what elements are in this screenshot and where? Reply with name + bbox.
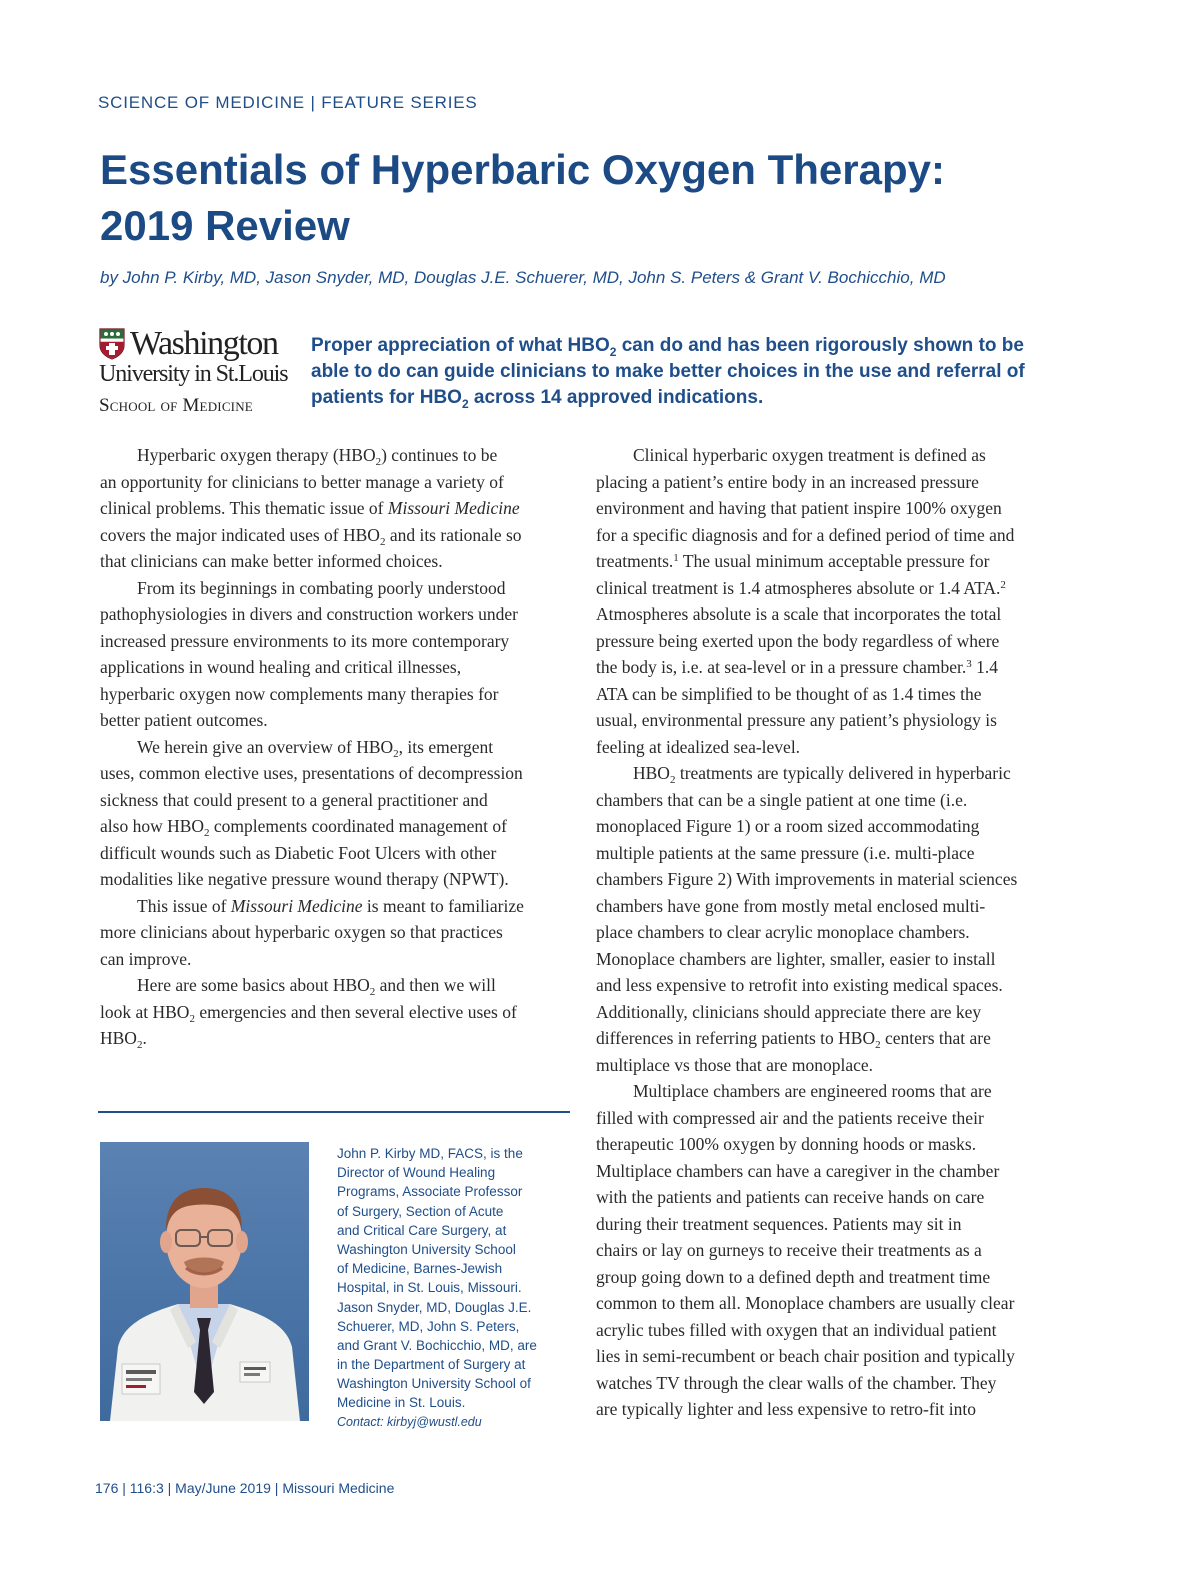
text-line: better patient outcomes.	[100, 710, 268, 730]
text-line: Here are some basics about $HBO_2$ and then we will	[137, 975, 496, 998]
citation-3: 3	[966, 658, 972, 670]
journal-name: Missouri Medicine	[387, 498, 520, 518]
text-line: From its beginnings in combating poorly understood	[137, 577, 506, 598]
logo-wordmark-washington: Washington	[130, 325, 278, 362]
text-line: placing a patient’s entire body in an increased pressure	[596, 471, 979, 492]
text-line: that clinicians can make better informed choices.	[100, 551, 443, 571]
text-line: Monoplace chambers are lighter, smaller, easier to install	[596, 948, 996, 969]
logo-wordmark-school: School of Medicine	[99, 395, 253, 416]
text-line: Multiplace chambers are engineered rooms that are	[633, 1081, 992, 1101]
bio-line: Programs, Associate Professor	[337, 1184, 523, 1200]
pull-quote	[311, 333, 1051, 411]
pull-quote-line: Proper appreciation of what $HBO_2$ can do and has been rigorously shown to be	[311, 335, 1024, 359]
washu-school-of-medicine-logo	[99, 324, 289, 424]
text-line: monoplaced Figure 1) or a room sized accommodating	[596, 816, 980, 836]
journal-name: Missouri Medicine	[230, 895, 363, 916]
shield-icon	[99, 328, 125, 360]
text-line: can improve.	[100, 948, 192, 969]
logo-wordmark-university: University in St.Louis	[99, 361, 288, 387]
body-left-column	[100, 442, 524, 1052]
text-line: usual, environmental pressure any patient’s physiology is	[596, 710, 997, 730]
text-line: are typically lighter and less expensive to retro-fit into	[596, 1399, 977, 1419]
bio-line: of Surgery, Section of Acute	[337, 1203, 504, 1219]
bio-line: and Grant V. Bochicchio, MD, are	[337, 1337, 537, 1353]
text-line: applications in wound healing and critical illnesses,	[100, 657, 462, 677]
bio-line: John P. Kirby MD, FACS, is the	[337, 1146, 523, 1161]
text-line: chairs or lay on gurneys to receive their treatments as a	[596, 1240, 982, 1260]
text-line: hyperbaric oxygen now complements many therapies for	[100, 683, 499, 704]
text-line: difficult wounds such as Diabetic Foot Ulcers with other	[100, 842, 497, 863]
text-line: more clinicians about hyperbaric oxygen so that practices	[100, 922, 503, 942]
text-line: common to them all. Monoplace chambers are usually clear	[596, 1293, 1015, 1313]
text-line: This issue of Missouri Medicine is meant to familiarize	[137, 895, 524, 916]
text-line: feeling at idealized sea-level.	[596, 736, 801, 757]
text-line: ATA can be simplified to be thought of as 1.4 times the	[596, 683, 982, 704]
text-line: Multiplace chambers can have a caregiver in the chamber	[596, 1160, 1000, 1181]
bio-line: Schuerer, MD, John S. Peters,	[337, 1318, 520, 1334]
text-line: sickness that could present to a general practitioner and	[100, 789, 488, 810]
text-line: covers the major indicated uses of $HBO_2$ and its rationale so	[100, 524, 522, 548]
text-line: clinical treatment is 1.4 atmospheres absolute or 1.4 ATA.$^2$	[596, 577, 1006, 598]
bio-line: of Medicine, Barnes-Jewish	[337, 1261, 503, 1277]
bio-line: Medicine in St. Louis.	[337, 1395, 466, 1411]
author-photo	[100, 1142, 309, 1421]
bio-line: in the Department of Surgery at	[337, 1357, 526, 1373]
text-line: uses, common elective uses, presentations of decompression	[100, 763, 523, 783]
bio-divider	[98, 1111, 570, 1113]
text-line: and less expensive to retrofit into existing medical spaces.	[596, 975, 1003, 995]
text-line: chambers that can be a single patient at one time (i.e.	[596, 789, 968, 810]
text-line: also how $HBO_2$ complements coordinated management of	[100, 816, 507, 839]
text-line: chambers Figure 2) With improvements in material sciences	[596, 869, 1018, 889]
title-line-1: Essentials of Hyperbaric Oxygen Therapy:	[100, 146, 945, 193]
text-line: We herein give an overview of $HBO_2$, its emergent	[137, 736, 494, 760]
text-line: Additionally, clinicians should appreciate there are key	[596, 1001, 982, 1022]
text-line: group going down to a defined depth and treatment time	[596, 1266, 991, 1287]
text-line: increased pressure environments to its more contemporary	[100, 630, 510, 651]
text-line: Atmospheres absolute is a scale that incorporates the total	[596, 604, 1002, 624]
text-line: filled with compressed air and the patients receive their	[596, 1107, 984, 1128]
text-line: $HBO_2$.	[100, 1028, 147, 1051]
citation-2: 2	[1000, 578, 1006, 591]
body-right-column	[596, 442, 1017, 1423]
text-line: with the patients and patients can receive hands on care	[596, 1187, 985, 1207]
pull-quote-line: able to do can guide clinicians to make better choices in the use and referral of	[311, 361, 1025, 382]
contact-email[interactable]: Contact: kirbyj@wustl.edu	[337, 1414, 482, 1429]
pull-quote-line: patients for $HBO_2$ across 14 approved indications.	[311, 387, 764, 411]
bio-line: Hospital, in St. Louis, Missouri.	[337, 1280, 522, 1296]
author-byline: by John P. Kirby, MD, Jason Snyder, MD, Douglas J.E. Schuerer, MD, John S. Peters & Grant V. Bochicchio, MD	[100, 268, 946, 287]
text-line: acrylic tubes filled with oxygen that an individual patient	[596, 1319, 997, 1340]
text-line: therapeutic 100% oxygen by donning hoods or masks.	[596, 1134, 977, 1154]
text-line: chambers have gone from mostly metal enclosed multi-	[596, 895, 986, 916]
text-line: environment and having that patient inspire 100% oxygen	[596, 498, 1002, 518]
text-line: for a specific diagnosis and for a defined period of time and	[596, 524, 1015, 545]
text-line: modalities like negative pressure wound therapy (NPWT).	[100, 869, 509, 889]
text-line: during their treatment sequences. Patients may sit in	[596, 1213, 962, 1234]
text-line: pathophysiologies in divers and construction workers under	[100, 604, 518, 624]
section-kicker: SCIENCE OF MEDICINE | FEATURE SERIES	[98, 93, 478, 112]
text-line: place chambers to clear acrylic monoplace chambers.	[596, 922, 970, 942]
text-line: Clinical hyperbaric oxygen treatment is defined as	[633, 445, 986, 465]
text-line: lies in semi-recumbent or beach chair position and typically	[596, 1346, 1015, 1366]
author-portrait-icon	[100, 1142, 309, 1421]
text-line: treatments.$^1$ The usual minimum acceptable pressure for	[596, 551, 990, 571]
bio-line: Director of Wound Healing	[337, 1165, 496, 1181]
bio-line: Jason Snyder, MD, Douglas J.E.	[337, 1299, 532, 1315]
text-line: $HBO_2$ treatments are typically delivered in hyperbaric	[633, 763, 1011, 786]
text-line: the body is, i.e. at sea-level or in a pressure chamber.$^3$ 1.4	[596, 657, 999, 677]
title-line-2: 2019 Review	[100, 202, 350, 249]
text-line: pressure being exerted upon the body regardless of where	[596, 630, 1000, 651]
bio-line: and Critical Care Surgery, at	[337, 1222, 507, 1238]
article-title	[100, 142, 945, 254]
text-line: an opportunity for clinicians to better manage a variety of	[100, 471, 504, 492]
text-line: Hyperbaric oxygen therapy $(HBO_2)$ continues to be	[137, 445, 498, 468]
bio-line: Washington University School of	[337, 1376, 531, 1392]
page-footer: 176 | 116:3 | May/June 2019 | Missouri Medicine	[95, 1480, 395, 1496]
text-line: look at $HBO_2$ emergencies and then several elective uses of	[100, 1001, 517, 1025]
text-line: watches TV through the clear walls of the chamber. They	[596, 1372, 997, 1393]
bio-line: Washington University School	[337, 1241, 516, 1257]
text-line: multiplace vs those that are monoplace.	[596, 1054, 873, 1075]
text-line: differences in referring patients to $HBO_2$ centers that are	[596, 1028, 991, 1051]
citation-1: 1	[673, 552, 679, 564]
text-line: clinical problems. This thematic issue of Missouri Medicine	[100, 498, 520, 518]
text-line: multiple patients at the same pressure (i.e. multi-place	[596, 842, 975, 863]
author-bio	[337, 1144, 567, 1432]
